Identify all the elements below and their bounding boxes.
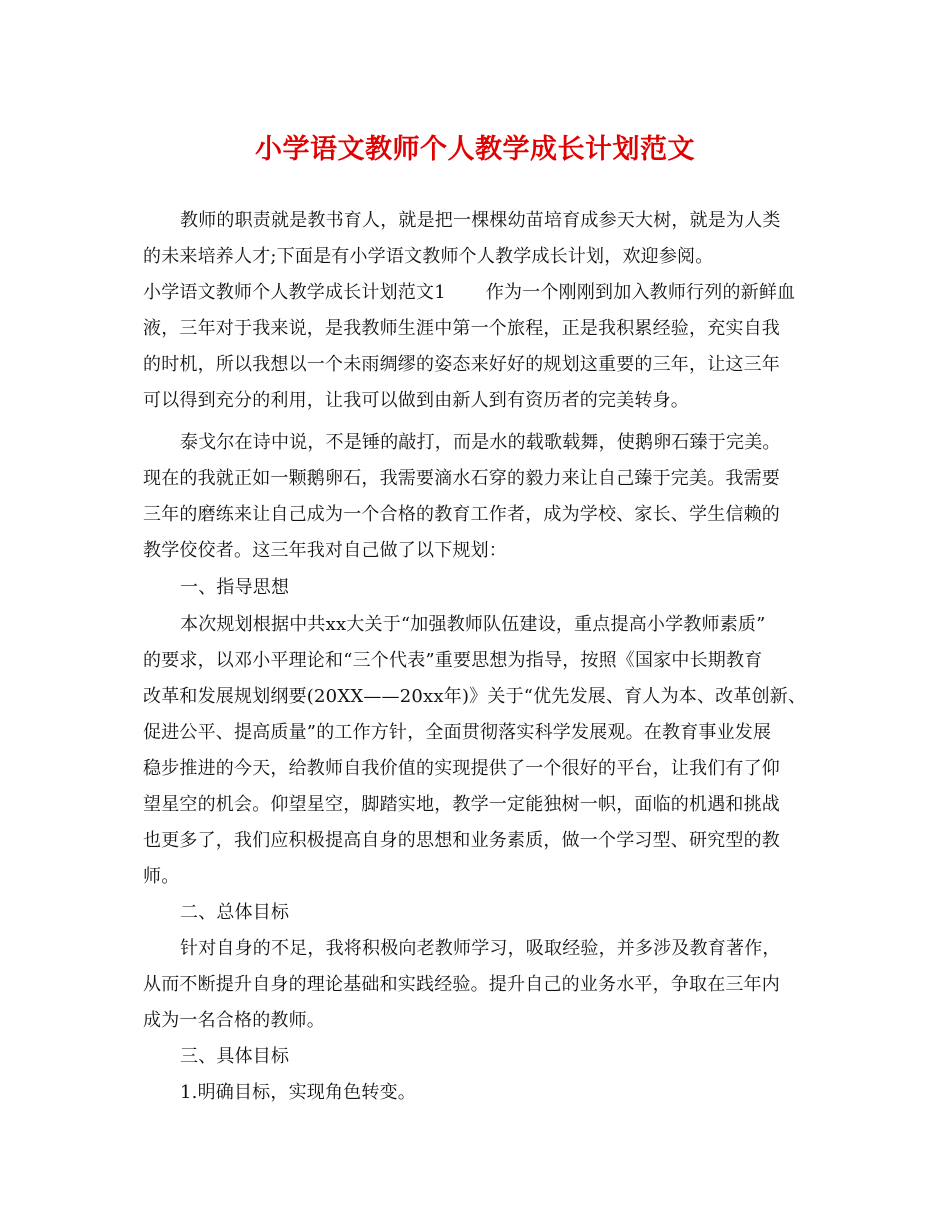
- paragraph-line: 的未来培养人才;下面是有小学语文教师个人教学成长计划，欢迎参阅。: [143, 246, 714, 267]
- paragraph-line: 的要求，以邓小平理论和“三个代表”重要思想为指导，按照《国家中长期教育: [143, 650, 763, 671]
- paragraph-line: 的时机，所以我想以一个未雨绸缪的姿态来好好的规划这重要的三年，让这三年: [143, 354, 780, 375]
- paragraph-line: 液，三年对于我来说，是我教师生涯中第一个旅程，正是我积累经验，充实自我: [143, 318, 780, 339]
- paragraph-line: 也更多了，我们应积极提高自身的思想和业务素质，做一个学习型、研究型的教: [143, 830, 780, 851]
- sub-title: 小学语文教师个人教学成长计划范文1: [143, 282, 446, 303]
- paragraph-line: 师。: [143, 866, 180, 887]
- paragraph-line: 改革和发展规划纲要(20XX——20xx年)》关于“优先发展、育人为本、改革创新、: [143, 686, 807, 707]
- section-heading: 二、总体目标: [180, 902, 290, 923]
- paragraph-line: 教学佼佼者。这三年我对自己做了以下规划：: [143, 540, 507, 561]
- section-heading: 三、具体目标: [180, 1046, 290, 1067]
- paragraph-line: 可以得到充分的利用，让我可以做到由新人到有资历者的完美转身。: [143, 390, 689, 411]
- paragraph-line: 促进公平、提高质量”的工作方针，全面贯彻落实科学发展观。在教育事业发展: [143, 722, 772, 743]
- paragraph-line: 现在的我就正如一颗鹅卵石，我需要滴水石穿的毅力来让自己臻于完美。我需要: [143, 468, 780, 489]
- paragraph-line: 从而不断提升自身的理论基础和实践经验。提升自己的业务水平，争取在三年内: [143, 974, 780, 995]
- paragraph-line: 望星空的机会。仰望星空，脚踏实地，教学一定能独树一帜，面临的机遇和挑战: [143, 794, 780, 815]
- paragraph-line: 泰戈尔在诗中说，不是锤的敲打，而是水的载歌载舞，使鹅卵石臻于完美。: [180, 432, 781, 453]
- paragraph-line: 针对自身的不足，我将积极向老教师学习，吸取经验，并多涉及教育著作，: [180, 938, 781, 959]
- document-title: 小学语文教师个人教学成长计划范文: [255, 134, 695, 165]
- section-heading: 一、指导思想: [180, 577, 290, 598]
- paragraph-line: 稳步推进的今天，给教师自我价值的实现提供了一个很好的平台，让我们有了仰: [143, 758, 780, 779]
- section-heading-line: [143, 278, 795, 308]
- paragraph-line: 教师的职责就是教书育人，就是把一棵棵幼苗培育成参天大树，就是为人类: [180, 210, 781, 231]
- paragraph-line: 本次规划根据中共xx大关于“加强教师队伍建设，重点提高小学教师素质”: [180, 614, 766, 635]
- paragraph-line: 三年的磨练来让自己成为一个合格的教育工作者，成为学校、家长、学生信赖的: [143, 504, 780, 525]
- paragraph-line: 成为一名合格的教师。: [143, 1010, 325, 1031]
- paragraph-text: 作为一个刚刚到加入教师行列的新鲜血: [485, 282, 796, 303]
- list-item: 1.明确目标，实现角色转变。: [180, 1082, 416, 1103]
